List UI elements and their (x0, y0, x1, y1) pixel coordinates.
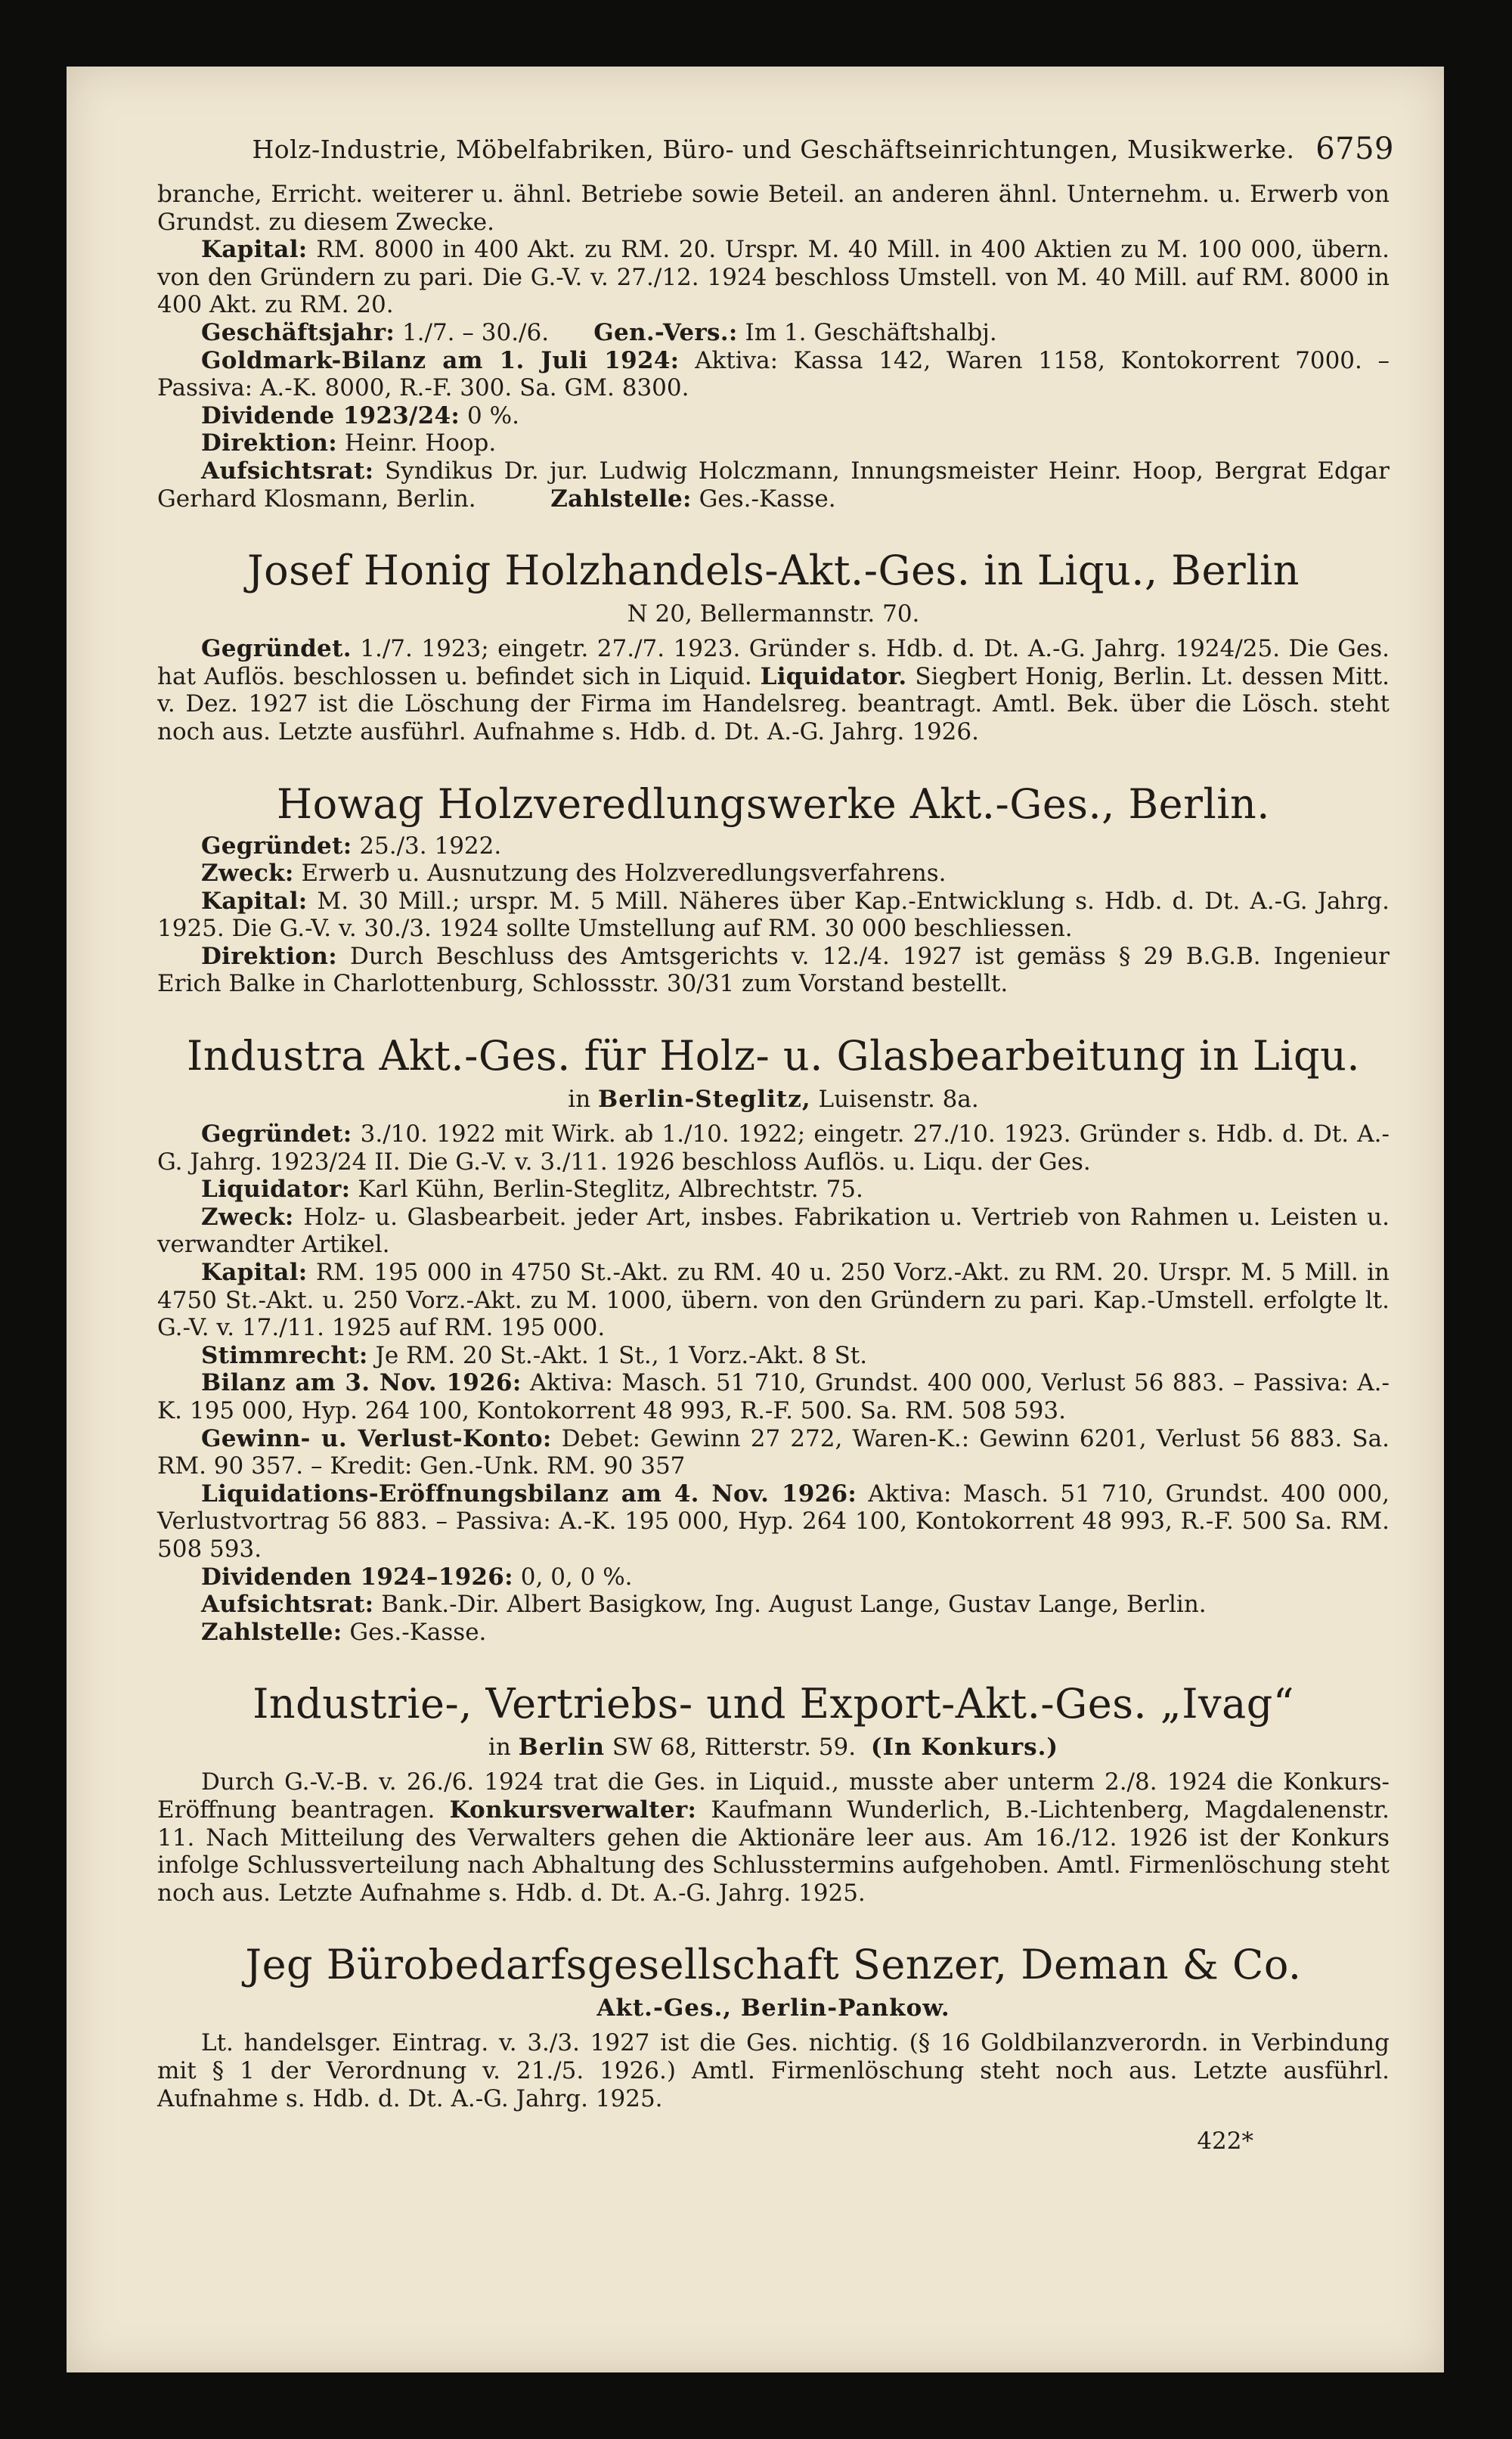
industra-liq-bilanz: Liquidations-Eröffnungsbilanz am 4. Nov. 1926: Aktiva: Masch. 51 710, Grundst. 400 000, Verlustvortrag 56 883. – Passiva: A.-K. 195 000, Hyp. 264 100, Kontokorrent 48 993, R.-F. 500 Sa. RM. 508 593. (157, 1480, 1390, 1563)
entry-ivag (157, 1679, 1390, 1907)
prev-aufsichtsrat: Aufsichtsrat: Syndikus Dr. jur. Ludwig Holczmann, Innungsmeister Heinr. Hoop, Bergrat Edgar Gerhard Klosmann, Berlin. Zahlstelle: Ges.-Kasse. (157, 457, 1390, 513)
entry-title: Jeg Bürobedarfsgesellschaft Senzer, Deman & Co. (245, 1941, 1302, 1989)
entry-howag (157, 779, 1390, 999)
entry-title: Howag Holzveredlungswerke Akt.-Ges., Berlin. (277, 779, 1270, 828)
page-number: 6759 (1315, 132, 1394, 166)
entry-senzer (157, 1940, 1390, 2112)
industra-kapital: Kapital: RM. 195 000 in 4750 St.-Akt. zu RM. 40 u. 250 Vorz.-Akt. zu RM. 20. Urspr. M. 5 Mill. in 4750 St.-Akt. u. 250 Vorz.-Akt. zu M. 1000, übern. von den Gründern zu pari. Kap.-Umstell. erfolgte lt. G.-V. v. 17./11. 1925 auf RM. 195 000. (157, 1259, 1390, 1342)
howag-zweck: Zweck: Erwerb u. Ausnutzung des Holzveredlungsverfahrens. (201, 860, 947, 888)
entry-industra (157, 1031, 1390, 1646)
industra-aufsichtsrat: Aufsichtsrat: Bank.-Dir. Albert Basigkow, Ing. August Lange, Gustav Lange, Berlin. (201, 1591, 1207, 1619)
industra-zahlstelle: Zahlstelle: Ges.-Kasse. (201, 1618, 487, 1646)
entry-previous-continuation (157, 181, 1390, 513)
industra-dividenden: Dividenden 1924–1926: 0, 0, 0 %. (201, 1563, 633, 1591)
ivag-text: Durch G.-V.-B. v. 26./6. 1924 trat die Ges. in Liquid., musste aber unterm 2./8. 1924 die Konkurs-Eröffnung beantragen. Konkursverwalter: Kaufmann Wunderlich, B.-Lichtenberg, Magdalenenstr. 11. Nach Mitteilung des Verwalters gehen die Aktionäre leer aus. Am 16./12. 1926 ist der Konkurs infolge Schlussverteilung nach Abhaltung des Schlusstermins aufgehoben. Amtl. Firmenlöschung steht noch aus. Letzte Aufnahme s. Hdb. d. Dt. A.-G. Jahrg. 1925. (157, 1768, 1390, 1907)
prev-kapital: Kapital: RM. 8000 in 400 Akt. zu RM. 20. Urspr. M. 40 Mill. in 400 Aktien zu M. 100 000, übern. von den Gründern zu pari. Die G.-V. v. 27./12. 1924 beschloss Umstell. von M. 40 Mill. auf RM. 8000 in 400 Akt. zu RM. 20. (157, 236, 1390, 319)
honig-gegruendet: Gegründet. 1./7. 1923; eingetr. 27./7. 1923. Gründer s. Hdb. d. Dt. A.-G. Jahrg. 1924/25. Die Ges. hat Auflös. beschlossen u. befindet sich in Liquid. Liquidator. Siegbert Honig, Berlin. Lt. dessen Mitt. v. Dez. 1927 ist die Löschung der Firma im Handelsreg. beantragt. Amtl. Bek. über die Lösch. steht noch aus. Letzte ausführl. Aufnahme s. Hdb. d. Dt. A.-G. Jahrg. 1926. (157, 635, 1390, 745)
howag-gegruendet: Gegründet: 25./3. 1922. (201, 832, 502, 860)
entry-location: in Berlin-Steglitz, Luisenstr. 8a. (568, 1086, 979, 1114)
prev-intro: branche, Erricht. weiterer u. ähnl. Betriebe sowie Beteil. an anderen ähnl. Unternehm. u. Erwerb von Grundst. zu diesem Zwecke. (157, 181, 1390, 236)
howag-kapital: Kapital: M. 30 Mill.; urspr. M. 5 Mill. Näheres über Kap.-Entwicklung s. Hdb. d. Dt. A.-G. Jahrg. 1925. Die G.-V. v. 30./3. 1924 sollte Umstellung auf RM. 30 000 beschliessen. (157, 887, 1390, 943)
senzer-text: Lt. handelsger. Eintrag. v. 3./3. 1927 ist die Ges. nichtig. (§ 16 Goldbilanzverordn. in Verbindung mit § 1 der Verordnung v. 21./5. 1926.) Amtl. Firmenlöschung steht noch aus. Letzte ausführl. Aufnahme s. Hdb. d. Dt. A.-G. Jahrg. 1925. (157, 2029, 1390, 2112)
howag-direktion: Direktion: Durch Beschluss des Amtsgerichts v. 12./4. 1927 ist gemäss § 29 B.G.B. Ingenieur Erich Balke in Charlottenburg, Schlossstr. 30/31 zum Vorstand bestellt. (157, 942, 1390, 998)
sheet-number: 422* (1197, 2128, 1253, 2155)
industra-gegruendet: Gegründet: 3./10. 1922 mit Wirk. ab 1./10. 1922; eingetr. 27./10. 1923. Gründer s. Hdb. d. Dt. A.-G. Jahrg. 1923/24 II. Die G.-V. v. 3./11. 1926 beschloss Auflös. u. Liqu. der Ges. (157, 1120, 1390, 1176)
prev-bilanz: Goldmark-Bilanz am 1. Juli 1924: Aktiva: Kassa 142, Waren 1158, Kontokorrent 7000. – Passiva: A.-K. 8000, R.-F. 300. Sa. GM. 8300. (157, 346, 1390, 402)
entry-location: in Berlin SW 68, Ritterstr. 59. (In Konkurs.) (488, 1734, 1059, 1762)
industra-liquidator: Liquidator: Karl Kühn, Berlin-Steglitz, Albrechtstr. 75. (201, 1176, 863, 1204)
entry-title: Industrie-, Vertriebs- und Export-Akt.-Ges. „Ivag“ (253, 1680, 1294, 1728)
entry-josef-honig (157, 546, 1390, 745)
industra-stimmrecht: Stimmrecht: Je RM. 20 St.-Akt. 1 St., 1 Vorz.-Akt. 8 St. (201, 1341, 868, 1369)
page-content (157, 132, 1394, 2155)
prev-direktion: Direktion: Heinr. Hoop. (201, 429, 497, 457)
entry-subtitle: Akt.-Ges., Berlin-Pankow. (596, 1994, 950, 2022)
entry-address: N 20, Bellermannstr. 70. (627, 600, 920, 628)
industra-guv: Gewinn- u. Verlust-Konto: Debet: Gewinn 27 272, Waren-K.: Gewinn 6201, Verlust 56 883. Sa. RM. 90 357. – Kredit: Gen.-Unk. RM. 90 357 (157, 1424, 1390, 1480)
book-page (67, 67, 1444, 2372)
entry-title: Industra Akt.-Ges. für Holz- u. Glasbearbeitung in Liqu. (186, 1032, 1361, 1080)
industra-zweck: Zweck: Holz- u. Glasbearbeit. jeder Art, insbes. Fabrikation u. Vertrieb von Rahmen u. Leisten u. verwandter Artikel. (157, 1203, 1390, 1259)
entry-title: Josef Honig Holzhandels-Akt.-Ges. in Liqu., Berlin (246, 547, 1300, 595)
prev-dividende: Dividende 1923/24: 0 %. (201, 401, 519, 429)
running-head-text: Holz-Industrie, Möbelfabriken, Büro- und Geschäftseinrichtungen, Musikwerke. (252, 135, 1295, 164)
running-head (157, 132, 1394, 166)
prev-geschaeftsjahr: Geschäftsjahr: 1./7. – 30./6. Gen.-Vers.: Im 1. Geschäftshalbj. (201, 318, 997, 346)
industra-bilanz: Bilanz am 3. Nov. 1926: Aktiva: Masch. 51 710, Grundst. 400 000, Verlust 56 883. – Passiva: A.-K. 195 000, Hyp. 264 100, Kontokorrent 48 993, R.-F. 500. Sa. RM. 508 593. (157, 1369, 1390, 1424)
